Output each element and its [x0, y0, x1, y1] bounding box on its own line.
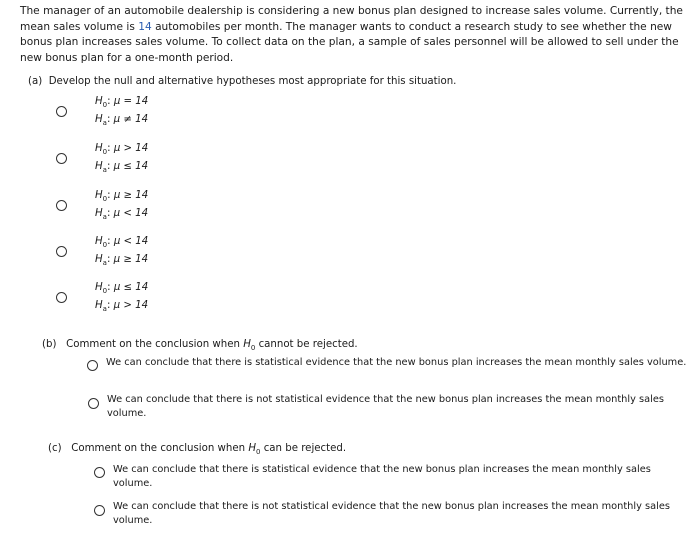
part-b-text-pre: Comment on the conclusion when [66, 339, 244, 350]
part-c-label: (c) [48, 443, 62, 454]
part-a-option-1-radio[interactable] [56, 106, 67, 117]
part-c-option-1-radio[interactable] [94, 467, 105, 478]
part-a-option-5-null: $H_0$: μ ≤ 14 [95, 282, 149, 295]
part-c-option-2[interactable]: We can conclude that there is not statistical evidence that the new bonus plan increases the mean monthly sales volume. [113, 501, 670, 526]
part-a-label: (a) [28, 76, 43, 87]
part-b-text-post: cannot be rejected. [255, 339, 358, 350]
part-a-option-4-null: $H_0$: μ < 14 [95, 236, 149, 249]
part-c-question: (c) Comment on the conclusion when $H_0$ can be rejected. [48, 443, 347, 456]
part-a-option-4-alternative: $H_a$: μ ≥ 14 [95, 254, 149, 267]
mean-value: 14 [138, 20, 152, 33]
part-b-option-1[interactable]: We can conclude that there is statistical evidence that the new bonus plan increases the mean monthly sales volume. [106, 357, 687, 368]
part-a-option-4-radio[interactable] [56, 246, 67, 257]
part-c-option-1[interactable]: We can conclude that there is statistical evidence that the new bonus plan increases the mean monthly sales volume. [113, 464, 651, 489]
part-a-option-5-alternative: $H_a$: μ > 14 [95, 300, 149, 313]
part-a-option-2-alternative: $H_a$: μ ≤ 14 [95, 161, 149, 174]
part-a-option-3-radio[interactable] [56, 200, 67, 211]
part-a-option-1-alternative: $H_a$: μ ≠ 14 [95, 114, 149, 127]
intro-text-2: automobiles per month. The manager wants to conduct a research study to see whether the new bonus plan increases sales volume. To collect data on the plan, a sample of sales personnel will be allowed to sell under the new bonus plan for a one-month period. [20, 20, 679, 64]
intro-text-1: The manager of an automobile dealership is considering a new bonus plan designed to increase sales volume. Currently, the mean sales volume is [20, 5, 683, 33]
part-b-option-2[interactable]: We can conclude that there is not statistical evidence that the new bonus plan increases the mean monthly sales volume. [107, 394, 664, 419]
part-a-option-2-radio[interactable] [56, 153, 67, 164]
part-b-option-2-radio[interactable] [88, 398, 99, 409]
problem-statement [20, 4, 692, 66]
part-a-option-3-null: $H_0$: μ ≥ 14 [95, 190, 149, 203]
part-b-label: (b) [42, 339, 57, 350]
part-a-option-5-radio[interactable] [56, 292, 67, 303]
part-a-question [28, 76, 456, 87]
part-c-option-2-radio[interactable] [94, 505, 105, 516]
part-a-option-3-alternative: $H_a$: μ < 14 [95, 208, 149, 221]
part-a-text: Develop the null and alternative hypotheses most appropriate for this situation. [48, 76, 457, 87]
part-b-question: (b) Comment on the conclusion when $H_0$ cannot be rejected. [42, 339, 358, 352]
part-c-text-pre: Comment on the conclusion when [71, 443, 249, 454]
part-b-option-1-radio[interactable] [87, 360, 98, 371]
part-c-text-post: can be rejected. [260, 443, 347, 454]
part-a-option-1-null: $H_0$: μ = 14 [95, 96, 149, 109]
part-a-option-2-null: $H_0$: μ > 14 [95, 143, 149, 156]
